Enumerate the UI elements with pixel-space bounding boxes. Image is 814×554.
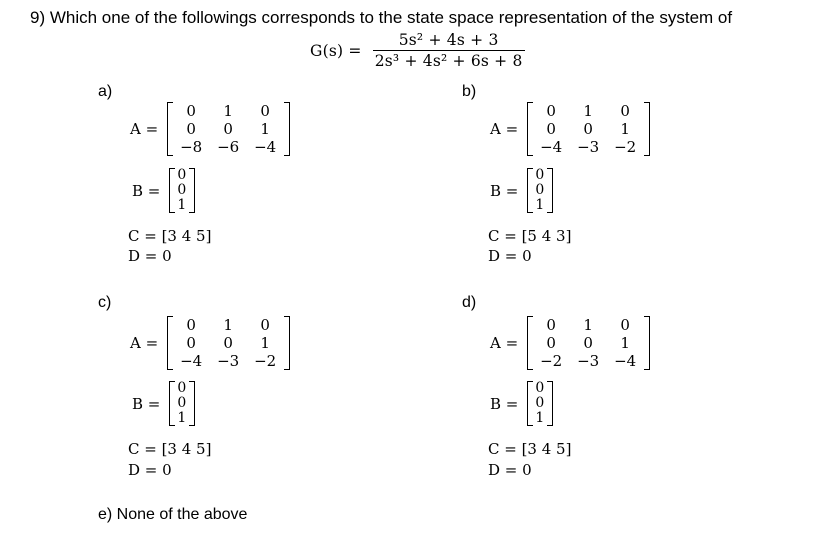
matrix-cell: 1 <box>583 102 593 120</box>
matrix-cell: −4 <box>180 352 203 370</box>
option-d-matrix-A <box>490 316 650 370</box>
option-b-label: b) <box>462 83 477 100</box>
tf-fraction <box>373 31 525 70</box>
option-b-matrix-A <box>490 102 650 156</box>
option-b-D: D = 0 <box>488 247 532 265</box>
vector-cell: 0 <box>177 395 187 411</box>
vector-cell: 0 <box>535 395 545 411</box>
matrix-cell: 0 <box>223 120 233 138</box>
vector-B <box>169 168 195 213</box>
vector-B <box>527 381 553 426</box>
option-b-matrix-B <box>490 168 553 213</box>
matrix-cell: −3 <box>217 352 240 370</box>
matrix-cell: 1 <box>583 316 593 334</box>
option-a-label: a) <box>98 83 113 100</box>
matrix-A <box>167 316 290 370</box>
option-c-matrix-A <box>130 316 290 370</box>
A-label: A = <box>490 120 519 138</box>
matrix-cell: 1 <box>620 120 630 138</box>
matrix-cell: 0 <box>583 334 593 352</box>
option-c-matrix-B <box>132 381 195 426</box>
matrix-cell: −4 <box>540 138 563 156</box>
transfer-function <box>310 31 525 70</box>
matrix-cell: 0 <box>223 334 233 352</box>
vector-cell: 0 <box>535 182 545 198</box>
option-c-C: C = [3 4 5] <box>128 440 212 458</box>
option-a-D: D = 0 <box>128 247 172 265</box>
option-a-matrix-A <box>130 102 290 156</box>
matrix-cell: −8 <box>180 138 203 156</box>
option-d-D: D = 0 <box>488 461 532 479</box>
B-label: B = <box>132 181 161 200</box>
vector-B <box>169 381 195 426</box>
matrix-cell: 0 <box>186 334 196 352</box>
vector-cell: 0 <box>177 380 187 396</box>
vector-cell: 1 <box>535 410 545 426</box>
matrix-cell: −2 <box>614 138 637 156</box>
matrix-cell: 0 <box>186 102 196 120</box>
matrix-cell: 1 <box>260 334 270 352</box>
matrix-cell: −3 <box>577 138 600 156</box>
A-label: A = <box>130 334 159 352</box>
matrix-cell: 0 <box>260 102 270 120</box>
matrix-A <box>527 316 650 370</box>
matrix-cell: 0 <box>546 334 556 352</box>
matrix-cell: 0 <box>546 102 556 120</box>
option-d-matrix-B <box>490 381 553 426</box>
option-b-C: C = [5 4 3] <box>488 227 572 245</box>
option-e-text: e) None of the above <box>98 506 248 523</box>
A-label: A = <box>130 120 159 138</box>
matrix-cell: 0 <box>583 120 593 138</box>
matrix-cell: 1 <box>260 120 270 138</box>
vector-cell: 1 <box>177 197 187 213</box>
matrix-cell: −4 <box>254 138 277 156</box>
matrix-cell: 0 <box>186 120 196 138</box>
matrix-cell: 0 <box>620 316 630 334</box>
matrix-cell: 0 <box>546 120 556 138</box>
option-a-matrix-B <box>132 168 195 213</box>
matrix-A <box>527 102 650 156</box>
tf-denominator: 2s³ + 4s² + 6s + 8 <box>374 52 523 70</box>
B-label: B = <box>490 181 519 200</box>
matrix-cell: −6 <box>217 138 240 156</box>
matrix-cell: −4 <box>614 352 637 370</box>
matrix-cell: 0 <box>186 316 196 334</box>
question-text: 9) Which one of the followings corresponds to the state space representation of the system of <box>30 8 733 27</box>
B-label: B = <box>490 394 519 413</box>
tf-numerator: 5s² + 4s + 3 <box>373 31 525 51</box>
matrix-cell: 1 <box>620 334 630 352</box>
option-d-label: d) <box>462 294 477 311</box>
matrix-cell: 0 <box>620 102 630 120</box>
matrix-cell: −2 <box>540 352 563 370</box>
B-label: B = <box>132 394 161 413</box>
option-d-C: C = [3 4 5] <box>488 440 572 458</box>
vector-B <box>527 168 553 213</box>
matrix-cell: 1 <box>223 102 233 120</box>
vector-cell: 1 <box>177 410 187 426</box>
vector-cell: 0 <box>177 182 187 198</box>
matrix-cell: 1 <box>223 316 233 334</box>
vector-cell: 0 <box>535 167 545 183</box>
matrix-A <box>167 102 290 156</box>
vector-cell: 1 <box>535 197 545 213</box>
matrix-cell: 0 <box>260 316 270 334</box>
option-a-C: C = [3 4 5] <box>128 227 212 245</box>
option-c-label: c) <box>98 294 112 311</box>
vector-cell: 0 <box>535 380 545 396</box>
matrix-cell: −3 <box>577 352 600 370</box>
matrix-cell: −2 <box>254 352 277 370</box>
vector-cell: 0 <box>177 167 187 183</box>
matrix-cell: 0 <box>546 316 556 334</box>
A-label: A = <box>490 334 519 352</box>
option-c-D: D = 0 <box>128 461 172 479</box>
tf-lhs: G(s) = <box>310 41 362 60</box>
